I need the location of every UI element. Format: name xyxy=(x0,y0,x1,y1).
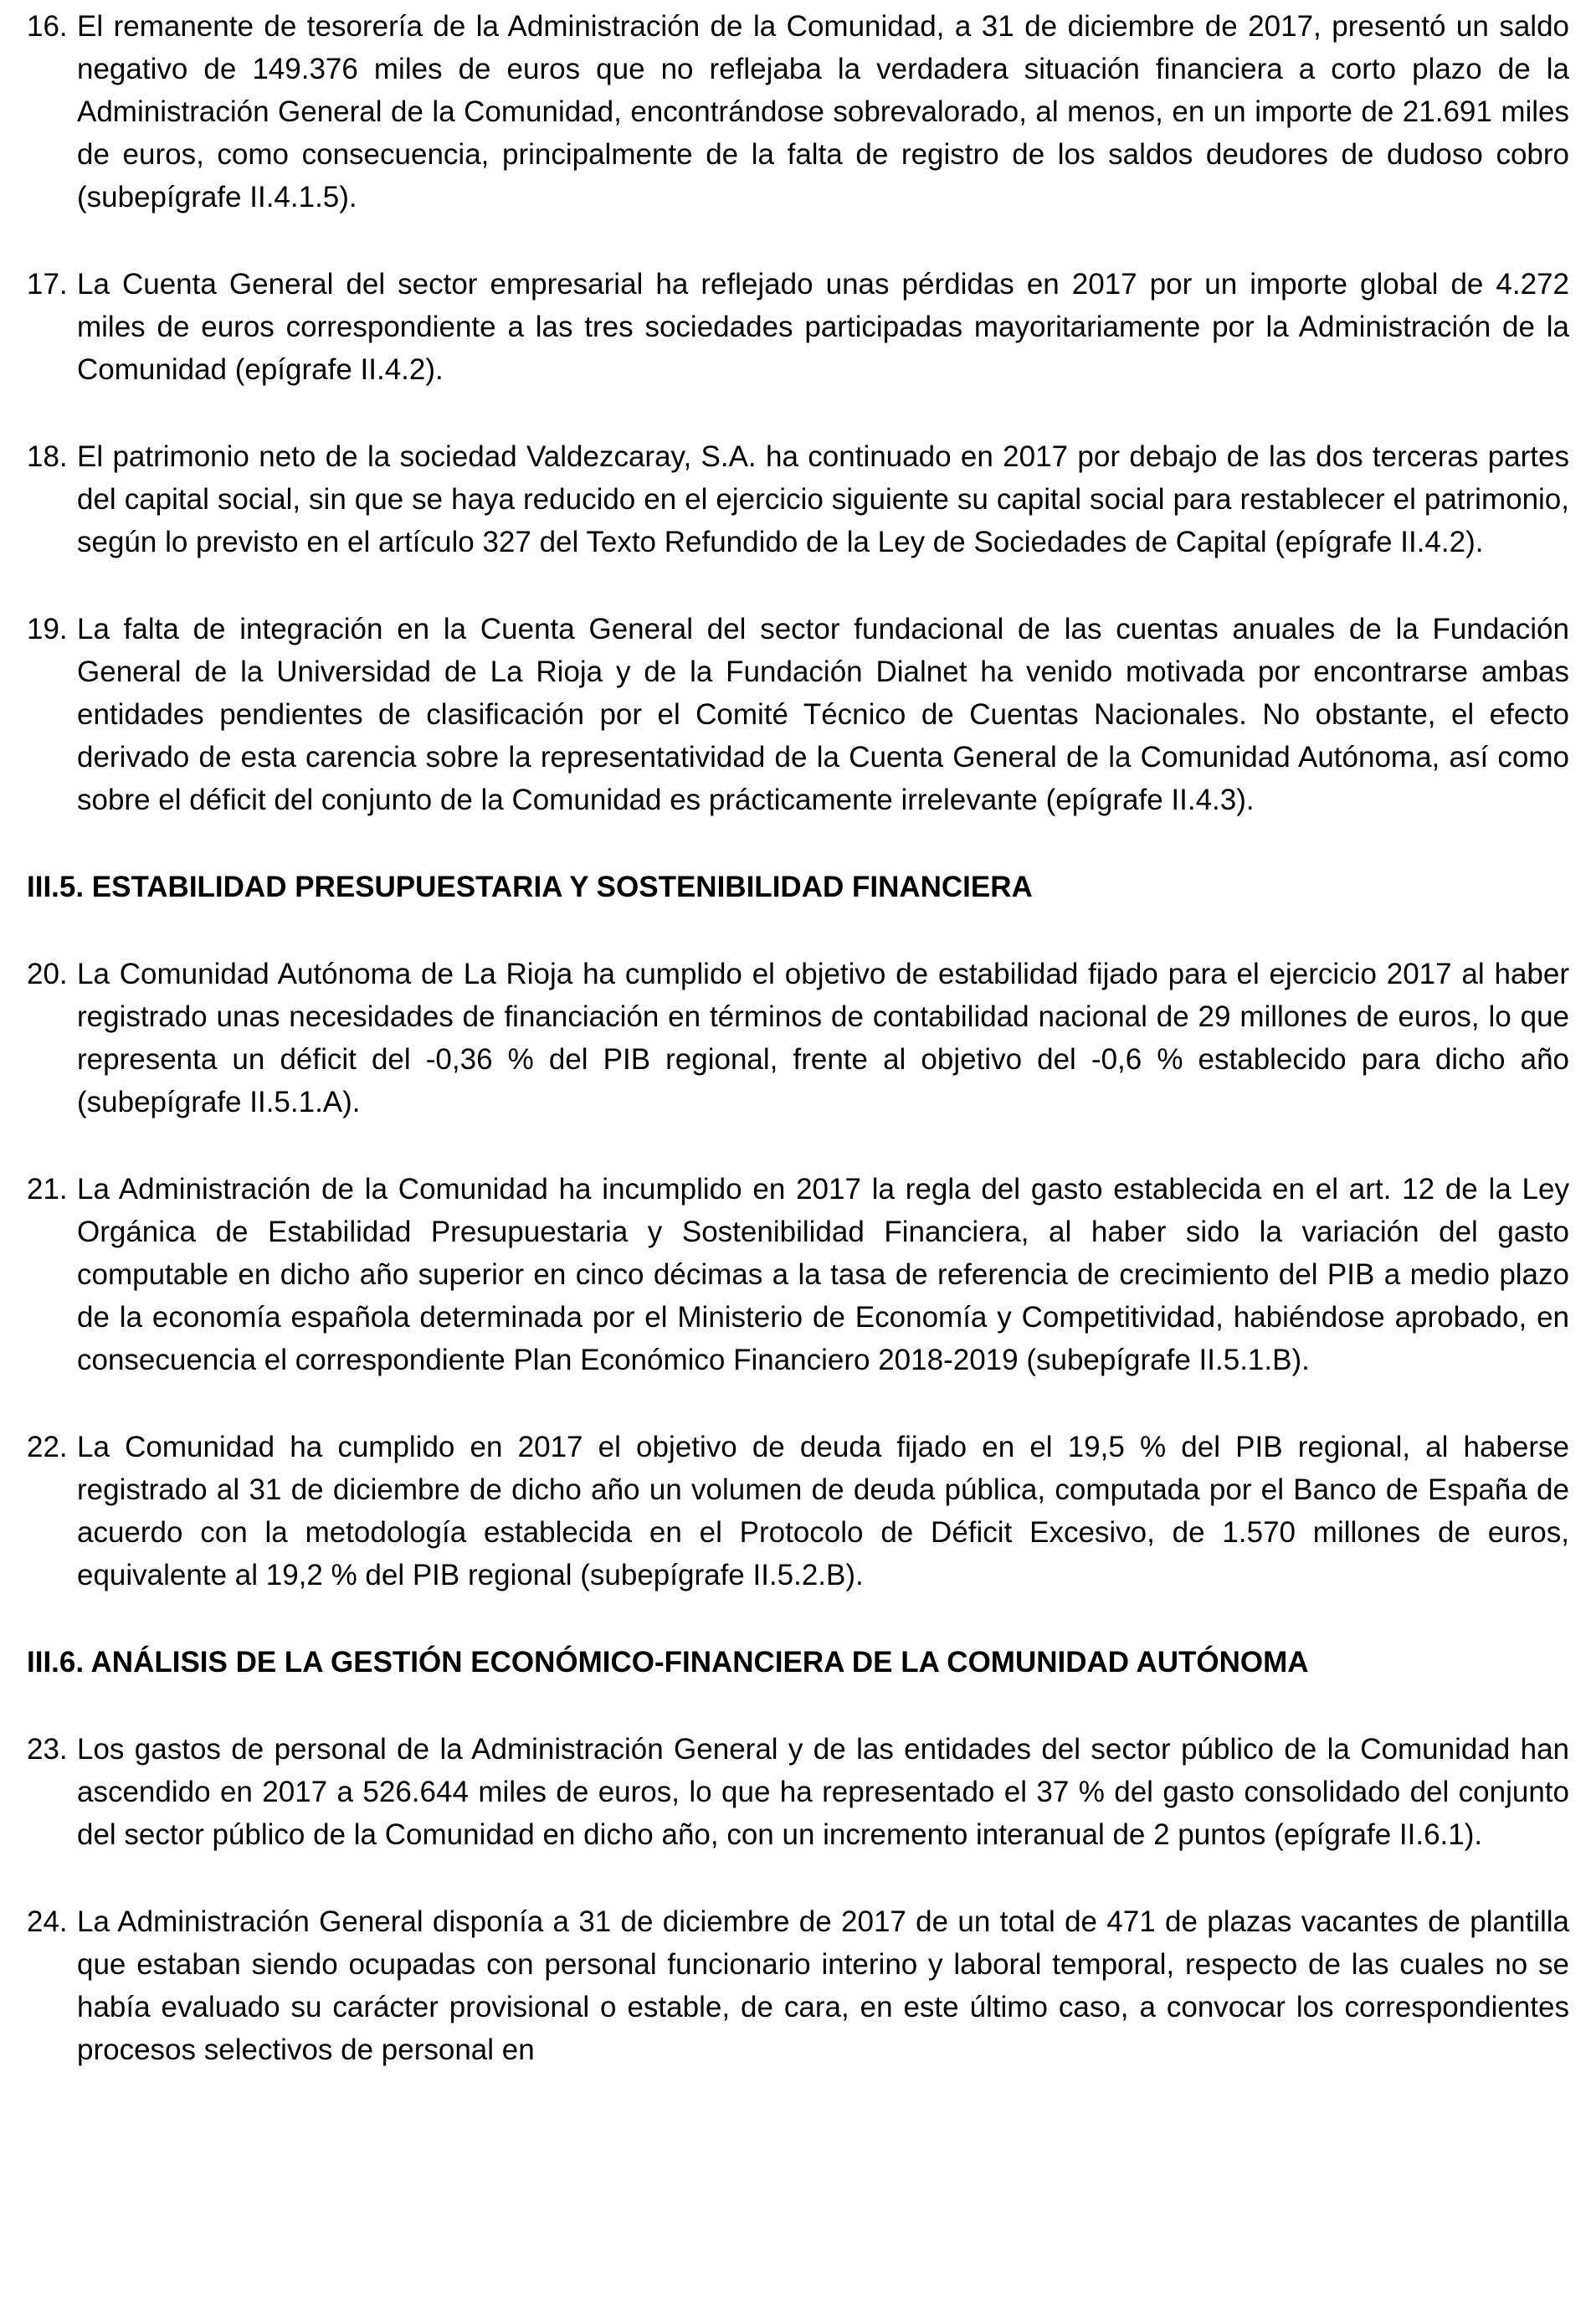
paragraph-24 xyxy=(27,1900,1569,2071)
paragraph-18 xyxy=(27,435,1569,563)
paragraph-text: La Administración de la Comunidad ha incumplido en 2017 la regla del gasto establecida en el art. 12 de la Ley Orgánica de Estabilidad Presupuestaria y Sostenibilidad Financiera, al haber sido la variación del gasto computable en dicho año superior en cinco décimas a la tasa de referencia de crecimiento del PIB a medio plazo de la economía española determinada por el Ministerio de Economía y Competitividad, habiéndose aprobado, en consecuencia el correspondiente Plan Económico Financiero 2018-2019 (subepígrafe II.5.1.B). xyxy=(77,1173,1569,1376)
paragraph-19 xyxy=(27,608,1569,821)
section-heading-III-5: III.5. ESTABILIDAD PRESUPUESTARIA Y SOSTENIBILIDAD FINANCIERA xyxy=(27,871,1033,903)
paragraph-text: La Comunidad Autónoma de La Rioja ha cumplido el objetivo de estabilidad fijado para el ejercicio 2017 al haber registrado unas necesidades de financiación en términos de contabilidad nacional de 29 millones de euros, lo que representa un déficit del -0,36 % del PIB regional, frente al objetivo del -0,6 % establecido para dicho año (subepígrafe II.5.1.A). xyxy=(77,958,1569,1118)
paragraph-number: 22. xyxy=(27,1431,68,1463)
paragraph-21 xyxy=(27,1168,1569,1381)
paragraph-number: 21. xyxy=(27,1173,68,1206)
paragraph-20 xyxy=(27,953,1569,1123)
paragraph-17 xyxy=(27,263,1569,391)
paragraph-number: 20. xyxy=(27,958,68,990)
paragraph-number: 24. xyxy=(27,1905,68,1938)
paragraph-16 xyxy=(27,5,1569,219)
paragraph-text: La Cuenta General del sector empresarial ha reflejado unas pérdidas en 2017 por un importe global de 4.272 miles de euros correspondiente a las tres sociedades participadas mayoritariamente por la Administración de la Comunidad (epígrafe II.4.2). xyxy=(77,268,1569,386)
paragraph-text: El remanente de tesorería de la Administración de la Comunidad, a 31 de diciembre de 2017, presentó un saldo negativo de 149.376 miles de euros que no reflejaba la verdadera situación financiera a corto plazo de la Administración General de la Comunidad, encontrándose sobrevalorado, al menos, en un importe de 21.691 miles de euros, como consecuencia, principalmente de la falta de registro de los saldos deudores de dudoso cobro (subepígrafe II.4.1.5). xyxy=(77,10,1569,213)
paragraph-text: La Administración General disponía a 31 de diciembre de 2017 de un total de 471 de plazas vacantes de plantilla que estaban siendo ocupadas con personal funcionario interino y laboral temporal, respecto de las cuales no se había evaluado su carácter provisional o estable, de cara, en este último caso, a convocar los correspondientes procesos selectivos de personal en xyxy=(77,1905,1569,2066)
paragraph-22 xyxy=(27,1426,1569,1596)
paragraph-text: La Comunidad ha cumplido en 2017 el objetivo de deuda fijado en el 19,5 % del PIB regional, al haberse registrado al 31 de diciembre de dicho año un volumen de deuda pública, computada por el Banco de España de acuerdo con la metodología establecida en el Protocolo de Déficit Excesivo, de 1.570 millones de euros, equivalente al 19,2 % del PIB regional (subepígrafe II.5.2.B). xyxy=(77,1431,1569,1591)
paragraph-number: 18. xyxy=(27,440,68,473)
paragraph-text: El patrimonio neto de la sociedad Valdezcaray, S.A. ha continuado en 2017 por debajo de las dos terceras partes del capital social, sin que se haya reducido en el ejercicio siguiente su capital social para restablecer el patrimonio, según lo previsto en el artículo 327 del Texto Refundido de la Ley de Sociedades de Capital (epígrafe II.4.2). xyxy=(77,440,1569,558)
paragraph-number: 17. xyxy=(27,268,68,301)
paragraph-text: Los gastos de personal de la Administración General y de las entidades del sector público de la Comunidad han ascendido en 2017 a 526.644 miles de euros, lo que ha representado el 37 % del gasto consolidado del conjunto del sector público de la Comunidad en dicho año, con un incremento interanual de 2 puntos (epígrafe II.6.1). xyxy=(77,1733,1569,1851)
paragraph-number: 23. xyxy=(27,1733,68,1766)
paragraph-23 xyxy=(27,1728,1569,1856)
section-heading-III-6: III.6. ANÁLISIS DE LA GESTIÓN ECONÓMICO-FINANCIERA DE LA COMUNIDAD AUTÓNOMA xyxy=(27,1646,1309,1679)
paragraph-text: La falta de integración en la Cuenta General del sector fundacional de las cuentas anuales de la Fundación General de la Universidad de La Rioja y de la Fundación Dialnet ha venido motivada por encontrarse ambas entidades pendientes de clasificación por el Comité Técnico de Cuentas Nacionales. No obstante, el efecto derivado de esta carencia sobre la representatividad de la Cuenta General de la Comunidad Autónoma, así como sobre el déficit del conjunto de la Comunidad es prácticamente irrelevante (epígrafe II.4.3). xyxy=(77,613,1569,816)
paragraph-number: 16. xyxy=(27,10,68,43)
paragraph-number: 19. xyxy=(27,613,68,645)
